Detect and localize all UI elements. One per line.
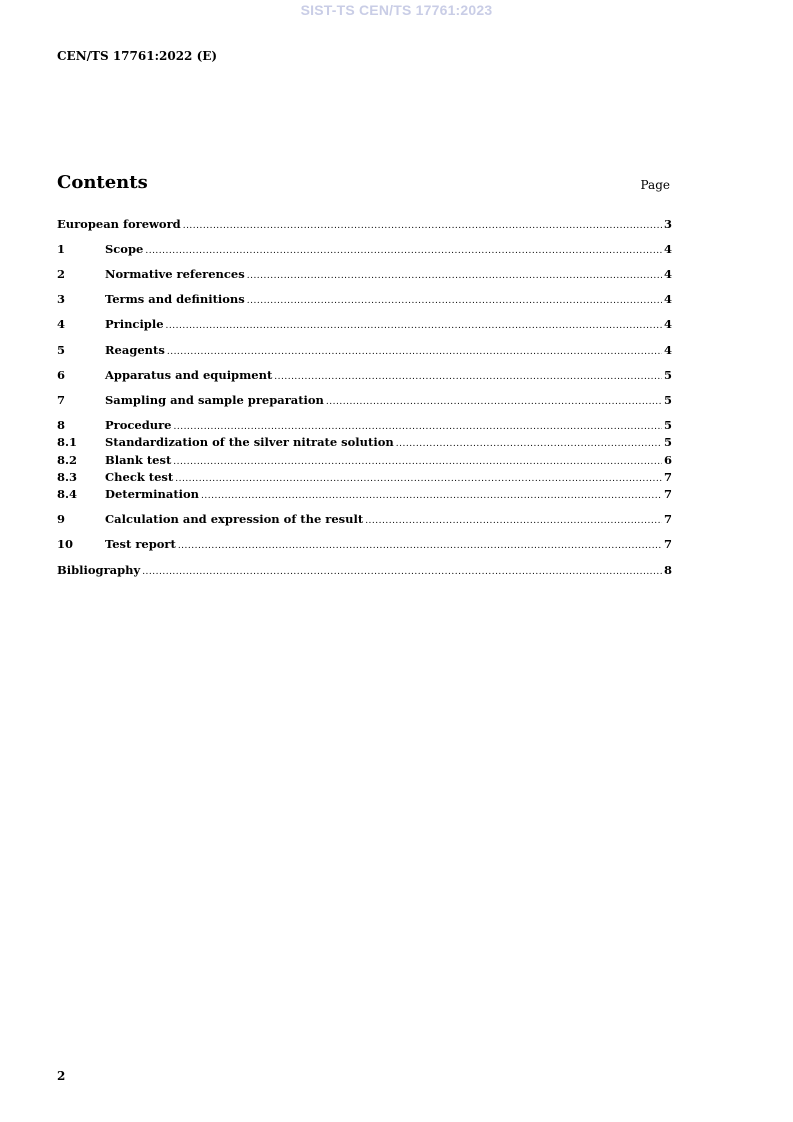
toc-entry[interactable] bbox=[57, 367, 672, 383]
document-id: CEN/TS 17761:2022 (E) bbox=[57, 49, 218, 63]
toc-entry-number: 10 bbox=[57, 537, 74, 551]
toc-leader-dots bbox=[175, 471, 662, 487]
toc-entry[interactable] bbox=[57, 486, 672, 502]
toc-entry-title: Principle bbox=[105, 317, 164, 331]
toc-entry-title: Reagents bbox=[105, 343, 165, 357]
toc-entry[interactable] bbox=[57, 266, 672, 282]
toc-entry-number: 2 bbox=[57, 267, 66, 281]
toc-entry-number: 9 bbox=[57, 512, 66, 526]
toc-leader-dots bbox=[166, 318, 662, 334]
toc-entry-title: Blank test bbox=[105, 453, 172, 467]
toc-entry-number: 8.3 bbox=[57, 470, 78, 484]
toc-entry[interactable] bbox=[57, 392, 672, 408]
toc-entry[interactable] bbox=[57, 342, 672, 358]
toc-entry-page: 6 bbox=[663, 453, 672, 467]
toc-entry-page: 4 bbox=[663, 343, 672, 357]
toc-leader-dots bbox=[142, 564, 662, 580]
toc-entry[interactable] bbox=[57, 291, 672, 307]
toc-entry-number: 3 bbox=[57, 292, 66, 306]
toc-entry-page: 7 bbox=[663, 487, 672, 501]
toc-entry-title: Calculation and expression of the result bbox=[105, 512, 364, 526]
toc-leader-dots bbox=[145, 243, 662, 259]
toc-entry-page: 5 bbox=[663, 435, 672, 449]
toc-entry-number: 4 bbox=[57, 317, 66, 331]
toc-leader-dots bbox=[396, 436, 662, 452]
toc-entry-number: 8.1 bbox=[57, 435, 78, 449]
page-number: 2 bbox=[57, 1069, 66, 1083]
toc-entry-page: 8 bbox=[663, 563, 672, 577]
toc-entry-title: Standardization of the silver nitrate solution bbox=[105, 435, 394, 449]
toc-entry-page: 5 bbox=[663, 368, 672, 382]
toc-leader-dots bbox=[274, 369, 662, 385]
toc-entry-page: 7 bbox=[663, 512, 672, 526]
toc-entry-title: Terms and definitions bbox=[105, 292, 245, 306]
toc-leader-dots bbox=[247, 268, 662, 284]
toc-entry-title: Scope bbox=[105, 242, 144, 256]
toc-entry-title: European foreword bbox=[57, 217, 181, 231]
toc-leader-dots bbox=[178, 538, 662, 554]
toc-entry[interactable] bbox=[57, 562, 672, 578]
toc-entry-page: 4 bbox=[663, 292, 672, 306]
toc-entry-title: Normative references bbox=[105, 267, 245, 281]
toc-entry-title: Test report bbox=[105, 537, 176, 551]
toc-entry[interactable] bbox=[57, 434, 672, 450]
toc-entry[interactable] bbox=[57, 241, 672, 257]
contents-heading: Contents bbox=[57, 172, 148, 193]
toc-entry-number: 5 bbox=[57, 343, 66, 357]
toc-entry[interactable] bbox=[57, 469, 672, 485]
toc-entry[interactable] bbox=[57, 511, 672, 527]
toc-entry-number: 7 bbox=[57, 393, 66, 407]
toc-leader-dots bbox=[183, 218, 662, 234]
toc-leader-dots bbox=[201, 488, 662, 504]
toc-entry[interactable] bbox=[57, 417, 672, 433]
toc-leader-dots bbox=[247, 293, 662, 309]
toc-entry-number: 8 bbox=[57, 418, 66, 432]
toc-entry-page: 7 bbox=[663, 537, 672, 551]
toc-entry-number: 1 bbox=[57, 242, 66, 256]
toc-entry-number: 8.4 bbox=[57, 487, 78, 501]
watermark-text: SIST-TS CEN/TS 17761:2023 bbox=[300, 2, 493, 18]
toc-leader-dots bbox=[326, 394, 662, 410]
toc-leader-dots bbox=[173, 454, 662, 470]
toc-entry-page: 3 bbox=[663, 217, 672, 231]
toc-entry-title: Sampling and sample preparation bbox=[105, 393, 324, 407]
toc-entry-title: Determination bbox=[105, 487, 200, 501]
toc-entry-page: 7 bbox=[663, 470, 672, 484]
toc-entry-page: 5 bbox=[663, 393, 672, 407]
toc-entry-title: Bibliography bbox=[57, 563, 141, 577]
toc-leader-dots bbox=[173, 419, 662, 435]
toc-entry-page: 4 bbox=[663, 267, 672, 281]
toc-leader-dots bbox=[365, 513, 662, 529]
toc-entry-title: Check test bbox=[105, 470, 174, 484]
toc-entry-page: 4 bbox=[663, 317, 672, 331]
page-column-label: Page bbox=[640, 178, 670, 192]
toc-entry-page: 5 bbox=[663, 418, 672, 432]
toc-entry-title: Procedure bbox=[105, 418, 172, 432]
toc-entry[interactable] bbox=[57, 216, 672, 232]
toc-entry[interactable] bbox=[57, 536, 672, 552]
toc-entry-number: 8.2 bbox=[57, 453, 78, 467]
toc-entry-number: 6 bbox=[57, 368, 66, 382]
toc-entry-page: 4 bbox=[663, 242, 672, 256]
toc-entry[interactable] bbox=[57, 316, 672, 332]
toc-entry[interactable] bbox=[57, 452, 672, 468]
toc-leader-dots bbox=[167, 344, 662, 360]
toc-entry-title: Apparatus and equipment bbox=[105, 368, 273, 382]
